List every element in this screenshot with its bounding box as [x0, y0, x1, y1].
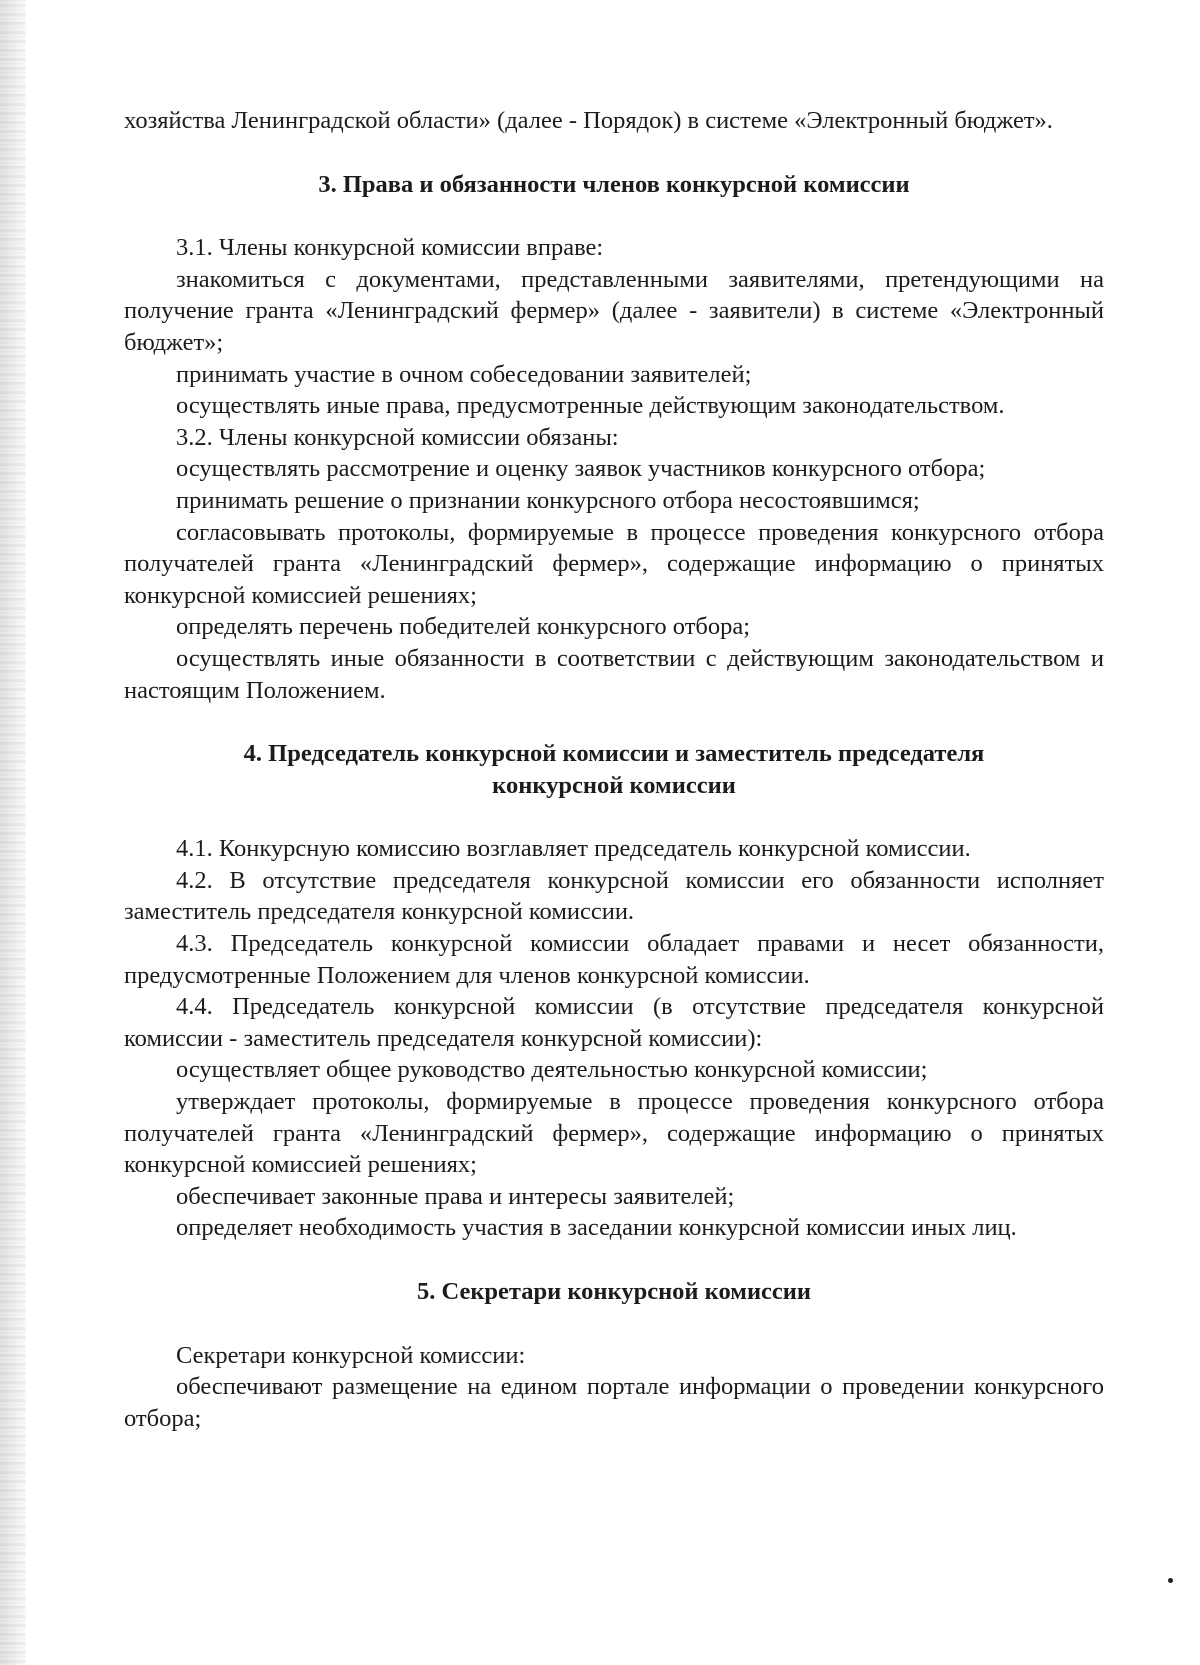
scan-edge-artifact — [0, 0, 26, 1665]
paragraph-4-2: 4.2. В отсутствие председателя конкурсной комиссии его обязанности исполняет заместитель председателя конкурсной комиссии. — [124, 866, 1104, 926]
paragraph-3-2-d: определять перечень победителей конкурсного отбора; — [176, 613, 751, 641]
paragraph-4-4: 4.4. Председатель конкурсной комиссии (в отсутствие председателя конкурсной комиссии - заместитель председателя конкурсной комиссии): — [124, 993, 1104, 1052]
scan-speck — [1168, 1578, 1173, 1583]
paragraph-3-2: 3.2. Члены конкурсной комиссии обязаны: — [176, 423, 619, 451]
paragraph-4-1: 4.1. Конкурсную комиссию возглавляет председатель конкурсной комиссии. — [176, 835, 971, 863]
document-page — [124, 105, 1104, 1434]
section-4-heading — [124, 738, 1104, 801]
paragraph-3-2-a: осуществлять рассмотрение и оценку заявок участников конкурсного отбора; — [176, 455, 986, 483]
paragraph-5-a: обеспечивают размещение на едином портале информации о проведении конкурсного отбора; — [124, 1373, 1104, 1432]
paragraph-4-4-a: осуществляет общее руководство деятельностью конкурсной комиссии; — [176, 1056, 928, 1084]
paragraph-3-1: 3.1. Члены конкурсной комиссии вправе: — [176, 234, 604, 262]
paragraph-4-3: 4.3. Председатель конкурсной комиссии обладает правами и несет обязанности, предусмотренные Положением для членов конкурсной комиссии. — [124, 930, 1104, 989]
section-3-heading: 3. Права и обязанности членов конкурсной комиссии — [318, 170, 910, 198]
intro-paragraph: хозяйства Ленинградской области» (далее - Порядок) в системе «Электронный бюджет». — [124, 107, 1053, 134]
section-4-heading-line2: конкурсной комиссии — [492, 771, 736, 799]
section-4-heading-line1: 4. Председатель конкурсной комиссии и заместитель председателя — [243, 740, 985, 768]
paragraph-5-intro: Секретари конкурсной комиссии: — [176, 1341, 526, 1369]
paragraph-4-4-d: определяет необходимость участия в заседании конкурсной комиссии иных лиц. — [176, 1214, 1017, 1242]
paragraph-3-1-a: знакомиться с документами, представленными заявителями, претендующими на получение гранта «Ленинградский фермер» (далее - заявители) в системе «Электронный бюджет»; — [124, 265, 1104, 356]
paragraph-4-4-c: обеспечивает законные права и интересы заявителей; — [176, 1182, 735, 1210]
section-5-heading: 5. Секретари конкурсной комиссии — [416, 1278, 812, 1305]
paragraph-3-2-b: принимать решение о признании конкурсного отбора несостоявшимся; — [176, 486, 920, 514]
paragraph-3-1-c: осуществлять иные права, предусмотренные действующим законодательством. — [176, 392, 1005, 420]
paragraph-4-4-b: утверждает протоколы, формируемые в процессе проведения конкурсного отбора получателей гранта «Ленинградский фермер», содержащие информацию о принятых конкурсной комиссией решениях; — [124, 1088, 1104, 1179]
paragraph-3-2-e: осуществлять иные обязанности в соответствии с действующим законодательством и настоящим Положением. — [124, 644, 1104, 704]
paragraph-3-2-c: согласовывать протоколы, формируемые в процессе проведения конкурсного отбора получателей гранта «Ленинградский фермер», содержащие информацию о принятых конкурсной комиссией решениях; — [124, 518, 1104, 609]
paragraph-3-1-b: принимать участие в очном собеседовании заявителей; — [176, 360, 752, 388]
